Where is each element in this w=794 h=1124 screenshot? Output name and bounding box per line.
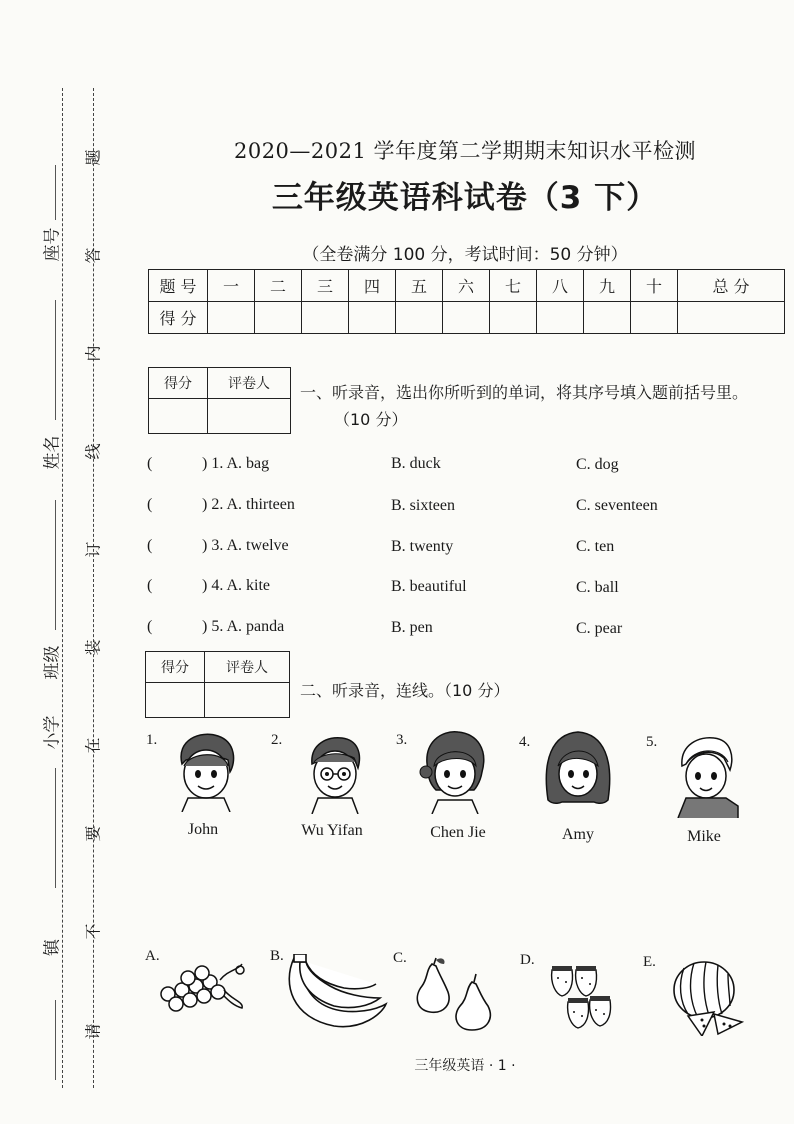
section1-points: （10 分）	[334, 410, 408, 429]
answer-bracket[interactable]: (	[147, 537, 153, 554]
score-table-col: 一	[208, 270, 255, 302]
watermelon-icon	[668, 958, 744, 1036]
fruit-letter: D.	[520, 952, 535, 968]
grapes-icon	[158, 960, 250, 1016]
score-table-total-label: 总 分	[678, 270, 785, 302]
score-table-col: 五	[396, 270, 443, 302]
town-label: 镇	[42, 939, 63, 956]
class-label: 班级	[42, 645, 63, 680]
score-cell[interactable]	[537, 302, 584, 334]
option-a: ) 3. A. twelve	[202, 537, 289, 554]
binding-char: 题	[83, 149, 103, 166]
score-cell[interactable]	[208, 302, 255, 334]
score-total-cell[interactable]	[678, 302, 785, 334]
section2-heading: 二、听录音，连线。（10 分）	[300, 681, 510, 700]
answer-bracket[interactable]: (	[147, 496, 153, 513]
name-label: 姓名	[42, 435, 63, 470]
boy-with-glasses-icon	[302, 734, 368, 814]
option-b: B. twenty	[391, 538, 454, 555]
score-cell[interactable]	[302, 302, 349, 334]
name-field[interactable]	[55, 300, 56, 420]
fruit-letter: E.	[643, 954, 656, 970]
section1-heading: 一、听录音，选出你所听到的单词，将其序号填入题前括号里。	[300, 383, 749, 402]
person-number: 4.	[519, 734, 531, 750]
score-cell[interactable]	[584, 302, 631, 334]
seat-number-label: 座号	[42, 227, 63, 262]
person-number: 1.	[146, 732, 158, 748]
school-field[interactable]	[55, 768, 56, 888]
score-cell[interactable]	[255, 302, 302, 334]
score-table	[148, 269, 785, 334]
exam-subtitle: （全卷满分 100 分，考试时间：50 分钟）	[302, 245, 628, 265]
fruit-letter: A.	[145, 948, 160, 964]
person-name: Wu Yifan	[301, 822, 363, 839]
grader-score-cell[interactable]	[149, 399, 208, 434]
option-c: C. ball	[576, 579, 619, 596]
option-b: B. sixteen	[391, 497, 455, 514]
score-table-col: 九	[584, 270, 631, 302]
fruit-letter: B.	[270, 948, 284, 964]
grader-box-section2	[145, 651, 290, 718]
binding-char: 装	[83, 639, 103, 656]
score-cell[interactable]	[631, 302, 678, 334]
binding-char: 要	[83, 825, 103, 842]
option-b: B. duck	[391, 455, 441, 472]
score-table-score-row	[149, 302, 785, 334]
class-field[interactable]	[55, 500, 56, 630]
grader-box-section1	[148, 367, 291, 434]
score-table-col: 二	[255, 270, 302, 302]
fruit-letter: C.	[393, 950, 407, 966]
score-table-col: 八	[537, 270, 584, 302]
score-table-col: 三	[302, 270, 349, 302]
option-c: C. dog	[576, 456, 619, 473]
strawberries-icon	[546, 960, 616, 1036]
option-a: ) 5. A. panda	[202, 618, 285, 635]
bananas-icon	[282, 954, 388, 1032]
person-number: 3.	[396, 732, 408, 748]
grader-name-label: 评卷人	[205, 652, 290, 683]
binding-char: 答	[83, 247, 103, 264]
binding-char: 内	[83, 345, 103, 362]
score-table-row-label: 得 分	[149, 302, 208, 334]
person-name: Amy	[562, 826, 594, 843]
boy-mike-icon	[670, 736, 742, 818]
exam-title-line2: 三年级英语科试卷（3 下）	[271, 180, 659, 216]
boy-john-icon	[170, 730, 240, 812]
score-table-header-row	[149, 270, 785, 302]
grader-score-label: 得分	[149, 368, 208, 399]
score-table-row-label: 题 号	[149, 270, 208, 302]
answer-bracket[interactable]: (	[147, 455, 153, 472]
binding-char: 请	[83, 1023, 103, 1040]
binding-char: 线	[83, 443, 103, 460]
score-table-col: 六	[443, 270, 490, 302]
binding-char: 订	[83, 541, 103, 558]
score-cell[interactable]	[349, 302, 396, 334]
score-table-col: 四	[349, 270, 396, 302]
score-table-col: 七	[490, 270, 537, 302]
option-c: C. ten	[576, 538, 615, 555]
pears-icon	[410, 956, 500, 1032]
option-a: ) 2. A. thirteen	[202, 496, 295, 513]
option-b: B. pen	[391, 619, 433, 636]
grader-name-label: 评卷人	[208, 368, 291, 399]
binding-char: 不	[83, 923, 103, 940]
page-footer: 三年级英语 · 1 ·	[414, 1058, 516, 1074]
score-cell[interactable]	[443, 302, 490, 334]
person-number: 2.	[271, 732, 283, 748]
person-name: John	[187, 821, 219, 838]
option-c: C. seventeen	[576, 497, 658, 514]
score-cell[interactable]	[490, 302, 537, 334]
person-number: 5.	[646, 734, 658, 750]
person-name: Chen Jie	[430, 824, 486, 841]
person-name: Mike	[687, 828, 721, 845]
option-b: B. beautiful	[391, 578, 467, 595]
binding-char: 在	[83, 737, 103, 754]
grader-name-cell[interactable]	[208, 399, 291, 434]
option-c: C. pear	[576, 620, 623, 637]
answer-bracket[interactable]: (	[147, 577, 153, 594]
exam-title-line1: 2020—2021 学年度第二学期期末知识水平检测	[233, 139, 697, 163]
score-cell[interactable]	[396, 302, 443, 334]
option-a: ) 4. A. kite	[202, 577, 270, 594]
girl-chen-jie-icon	[418, 730, 492, 814]
girl-amy-icon	[542, 730, 614, 818]
score-table-col: 十	[631, 270, 678, 302]
grader-name-cell[interactable]	[205, 683, 290, 718]
answer-bracket[interactable]: (	[147, 618, 153, 635]
grader-score-label: 得分	[146, 652, 205, 683]
option-a: ) 1. A. bag	[202, 455, 270, 472]
grader-score-cell[interactable]	[146, 683, 205, 718]
school-label: 小学	[42, 715, 63, 750]
